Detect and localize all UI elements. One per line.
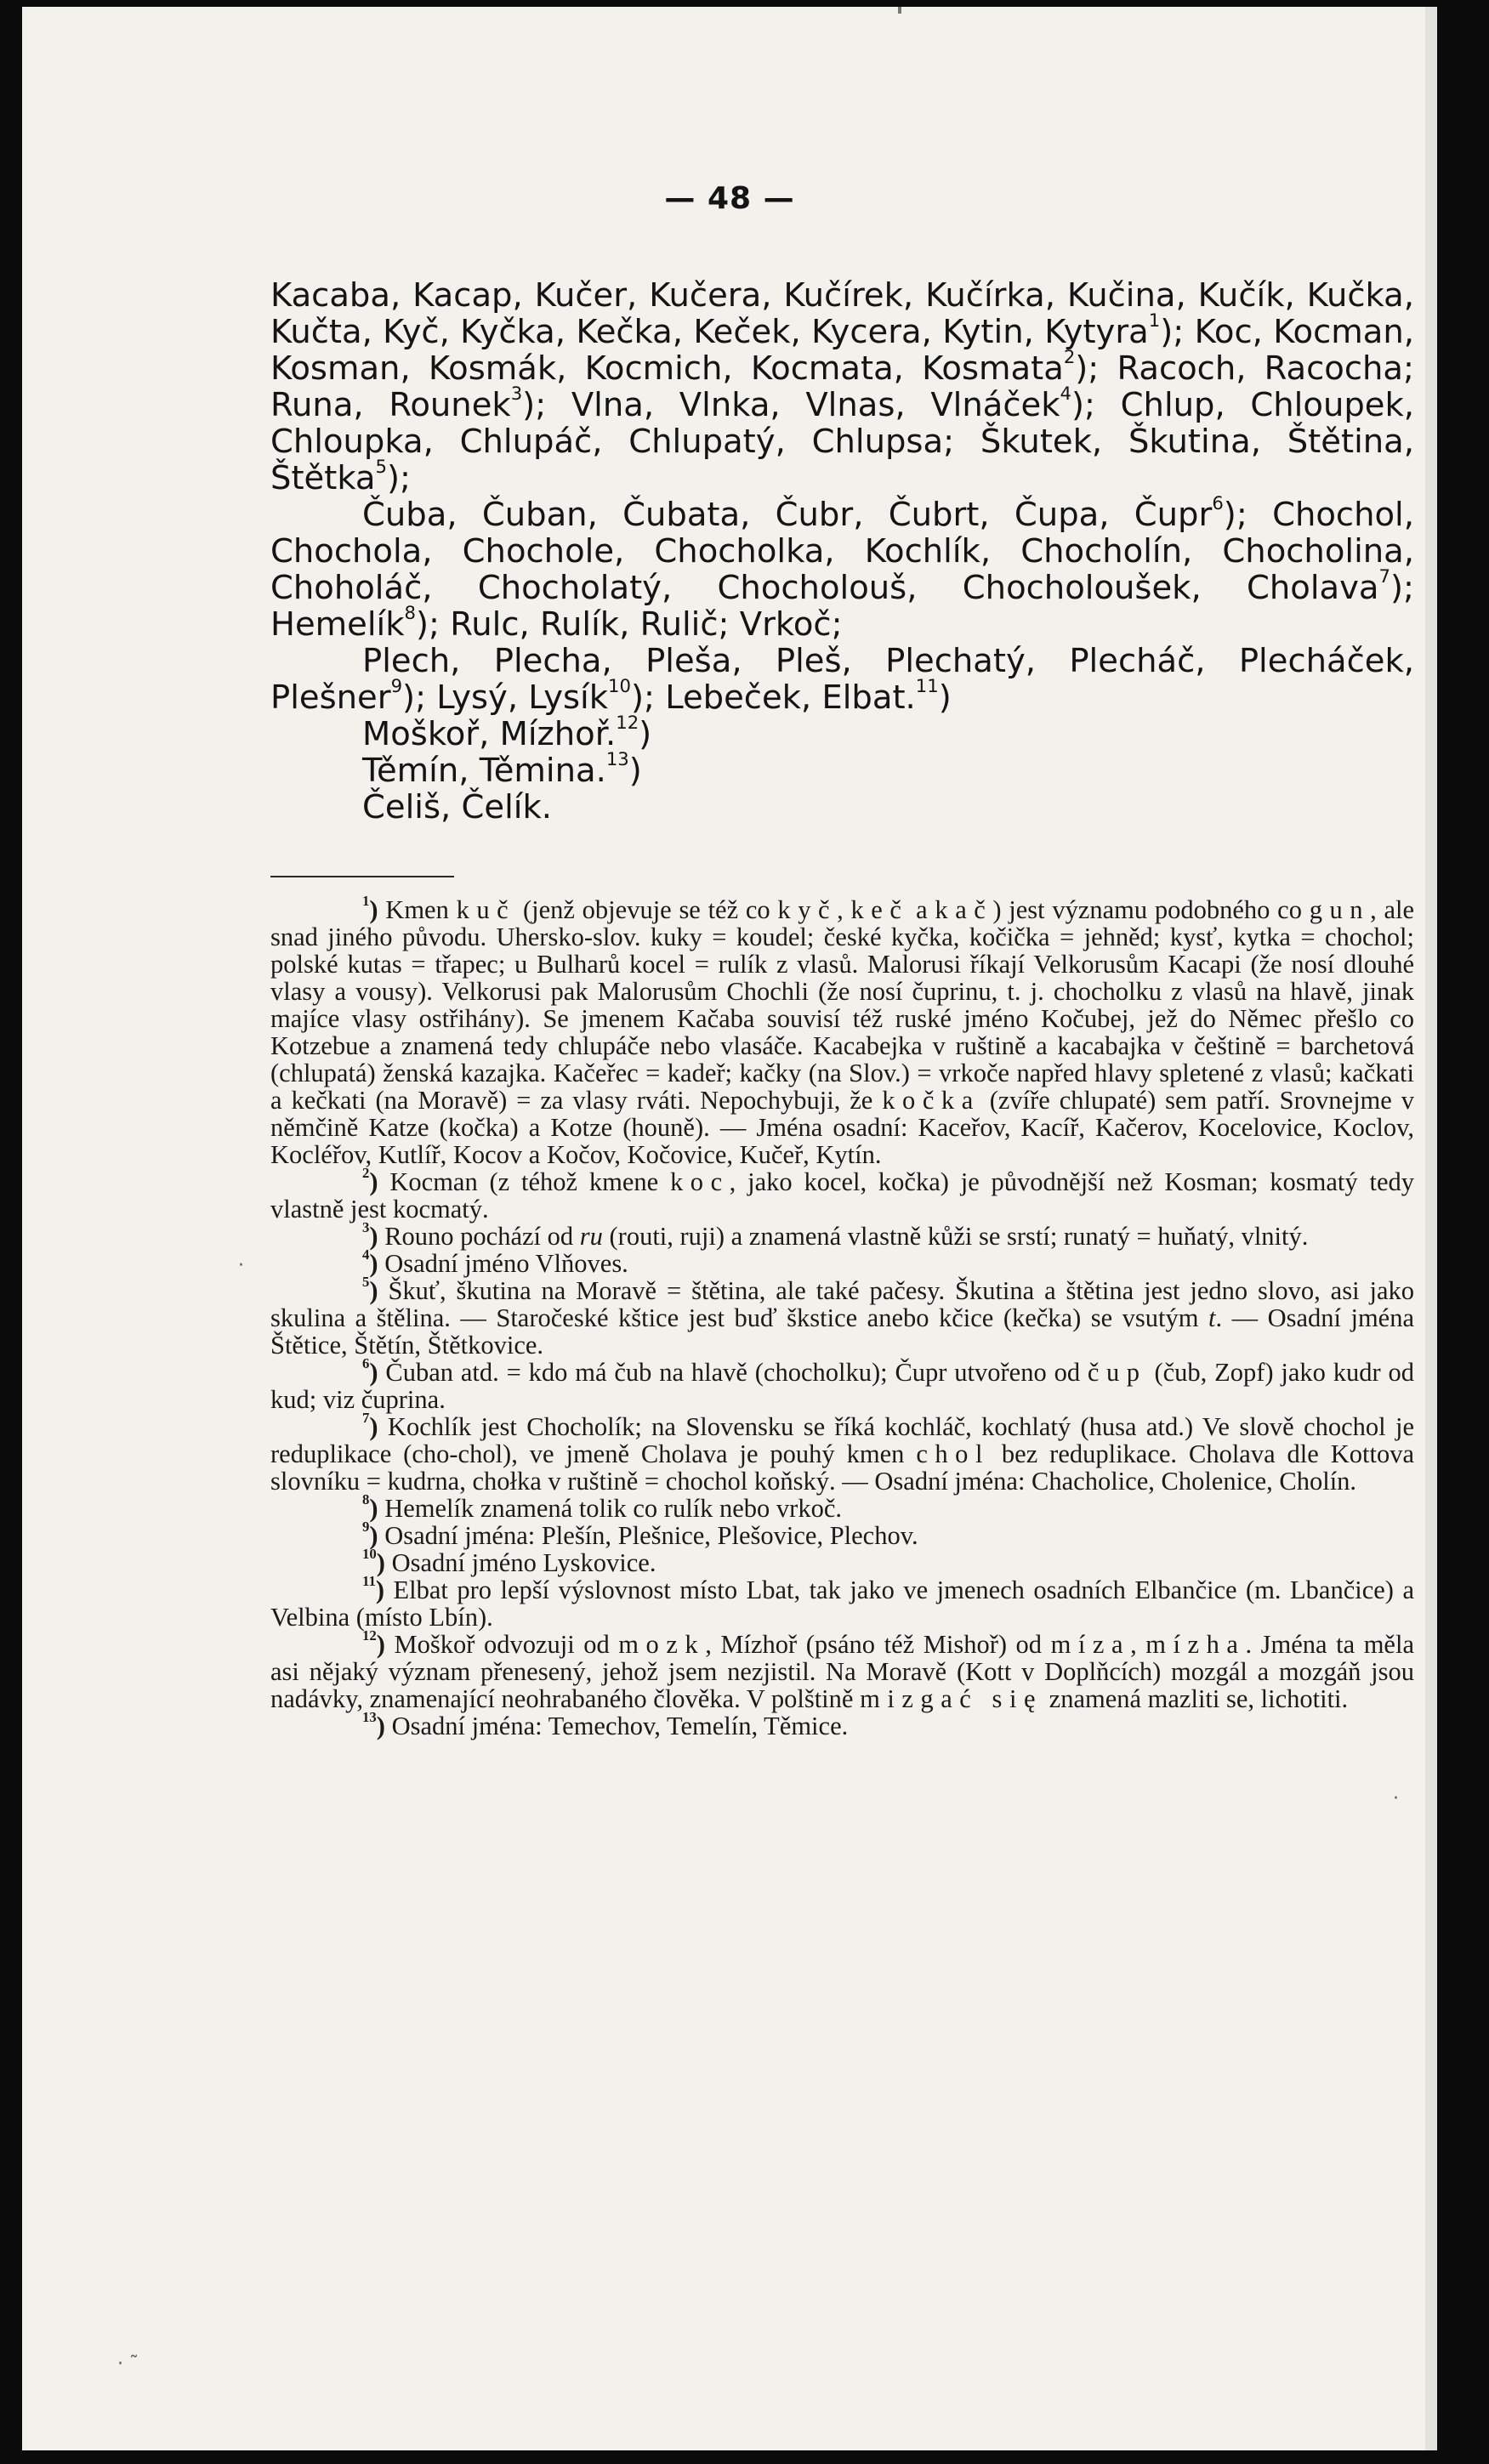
footnote-text: Škuť, škutina na Moravě = štětina, ale také pačesy. Škutina a štětina jest jedno slovo, asi jako skulina a štělina. — Staročeské kštice jest buď škstice anebo kčice (kečka) se vsutým t. — Osadní jména Štětice, Štětín, Štětkovice. xyxy=(270,1276,1414,1360)
footnote xyxy=(270,1518,1414,1550)
footnotes xyxy=(270,892,1415,1740)
footnote-text: Osadní jména: Temechov, Temelín, Těmice. xyxy=(391,1712,849,1740)
footnote-marker: $^7$) xyxy=(362,1409,388,1441)
footnote xyxy=(270,1572,1414,1632)
footnote-text: Osadní jméno Vlňoves. xyxy=(384,1249,628,1278)
footnote xyxy=(270,1218,1414,1251)
footnote-marker: $^6$) xyxy=(362,1354,386,1387)
footnote xyxy=(270,1246,1414,1278)
footnote xyxy=(270,1409,1414,1496)
footnote-marker: $^4$) xyxy=(362,1246,385,1278)
footnote-marker: $^5$) xyxy=(362,1273,389,1305)
footnote-marker: $^{11}$) xyxy=(362,1572,394,1604)
footnote-marker: $^1$) xyxy=(362,892,386,924)
footnote-text: Kochlík jest Chocholík; na Slovensku se říká kochláč, kochlatý (husa atd.) Ve slově chochol je reduplikace (cho-chol), ve jmeně Cholava je pouhý kmen chol bez reduplikace. Cholava dle Kottova slovníku = kudrna, chołka v ruštině = chochol koňský. — Osadní jména: Chacholice, Cholenice, Cholín. xyxy=(270,1412,1414,1496)
footnote xyxy=(270,1164,1414,1223)
footnote-text: Kocman (z téhož kmene koc, jako kocel, kočka) je původnější než Kosman; kosmatý tedy vlastně jest kocmatý. xyxy=(270,1167,1414,1223)
footnote-text: Elbat pro lepší výslovnost místo Lbat, tak jako ve jmenech osadních Elbančice (m. Lbančice) a Velbina (místo Lbín). xyxy=(270,1575,1414,1632)
margin-speck: · ˜ xyxy=(117,2353,139,2375)
book-page xyxy=(22,7,1437,2450)
footnote-text: Kmen kuč (jenž objevuje se též co kyč, keč a kač) jest významu podobného co gun, ale snad jiného původu. Uhersko-slov. kuky = koudel; české kyčka, kočička = jehněd; kysť, kytka = chochol; polské kutas = třapec; u Bulharů kocel = rulík z vlasů. Malorusi říkají Velkorusům Kacapi (že nosí dlouhé vlasy a vousy). Velkorusi pak Malorusům Chochli (že nosí čuprinu, t. j. chocholku z vlasů na hlavě, jinak majíce vlasy ostřihány). Se jmenem Kačaba souvisí též ruské jméno Kočubej, jež do Němec přešlo co Kotzebue a znamená tedy chlupáče nebo vlasáče. Kacabejka v ruštině a kacabajka v češtině = barchetová (chlupatá) ženská kazajka. Kačeřec = kadeř; kačky (na Slov.) = vrkoče napřed hlavy spletené z vlasů; kačkati a kečkati (na Moravě) = za vlasy rváti. Nepochybuji, že kočka (zvíře chlupaté) sem patří. Srovnejme v němčině Katze (kočka) a Kotze (houně). — Jména osadní: Kaceřov, Kacíř, Kačerov, Kocelovice, Koclov, Kocléřov, Kutlíř, Kocov a Kočov, Kočovice, Kučeř, Kytín. xyxy=(270,895,1414,1169)
binding-mark xyxy=(898,7,901,14)
footnote-marker: $^{12}$) xyxy=(362,1627,395,1659)
page-number: — 48 — xyxy=(664,181,795,216)
margin-speck: · xyxy=(238,1255,244,1276)
footnote-marker: $^3$) xyxy=(362,1218,385,1251)
footnote xyxy=(270,1627,1414,1713)
footnote-marker: $^8$) xyxy=(362,1490,385,1523)
footnote-marker: $^9$) xyxy=(362,1518,385,1550)
footnote-marker: $^{10}$) xyxy=(362,1545,392,1577)
margin-speck: · xyxy=(1393,1788,1399,1809)
footnote xyxy=(270,892,1414,1169)
body-paragraph: Čeliš, Čelík. xyxy=(362,788,552,826)
footnote xyxy=(270,1708,1414,1740)
footnote-text: Hemelík znamená tolik co rulík nebo vrkoč. xyxy=(384,1494,843,1523)
footnote xyxy=(270,1354,1415,1414)
body-paragraph: Moškoř, Mízhoř.$^{12}$) xyxy=(362,711,652,753)
body-paragraph: Kacaba, Kacap, Kučer, Kučera, Kučírek, Kučírka, Kučina, Kučík, Kučka, Kučta, Kyč, Kyčka, Kečka, Keček, Kycera, Kytin, Kytyra$^1$); Koc, Kocman, Kosman, Kosmák, Kocmich, Kocmata, Kosmata$^2$); Racoch, Racocha; Runa, Rounek$^3$); Vlna, Vlnka, Vlnas, Vlnáček$^4$); Chlup, Chloupek, Chloupka, Chlupáč, Chlupatý, Chlupsa; Škutek, Škutina, Štětina, Štětka$^5$); xyxy=(270,276,1414,497)
footnote-text: Osadní jména: Plešín, Plešnice, Plešovice, Plechov. xyxy=(384,1521,918,1550)
footnote-marker: $^{13}$) xyxy=(362,1708,392,1740)
footnote-text: Osadní jméno Lyskovice. xyxy=(391,1548,656,1577)
footnote-text: Rouno pochází od ru (routi, ruji) a znamená vlastně kůži se srstí; runatý = huňatý, vlnitý. xyxy=(384,1222,1309,1251)
footnote-separator xyxy=(270,876,454,877)
body-paragraph: Plech, Plecha, Pleša, Pleš, Plechatý, Plecháč, Plecháček, Plešner$^9$); Lysý, Lysík$^{10}$); Lebeček, Elbat.$^{11}$) xyxy=(270,642,1414,717)
footnote xyxy=(270,1273,1414,1360)
main-text xyxy=(270,277,1414,826)
footnote-text: Moškoř odvozuji od mozk, Mízhoř (psáno též Mishoř) od míza, mízha. Jména ta měla asi nějaký význam přenesený, jehož jsem nezjistil. Na Moravě (Kott v Doplňcích) mozgál a mozgáň jsou nadávky, znamenající neohrabaného člověka. V polštině mizgać się znamená mazliti se, lichotiti. xyxy=(270,1630,1414,1713)
body-paragraph: Čuba, Čuban, Čubata, Čubr, Čubrt, Čupa, Čupr$^6$); Chochol, Chochola, Chochole, Chocholka, Kochlík, Chocholín, Chocholina, Choholáč, Chocholatý, Chocholouš, Chocholoušek, Cholava$^7$); Hemelík$^8$); Rulc, Rulík, Rulič; Vrkoč; xyxy=(270,491,1414,644)
footnote xyxy=(270,1490,1414,1523)
body-paragraph: Těmín, Těmina.$^{13}$) xyxy=(362,747,642,790)
footnote xyxy=(270,1545,1414,1577)
footnote-marker: $^2$) xyxy=(362,1164,390,1196)
footnote-text: Čuban atd. = kdo má čub na hlavě (chocholku); Čupr utvořeno od čup (čub, Zopf) jako kudr od kud; viz čuprina. xyxy=(270,1358,1415,1414)
